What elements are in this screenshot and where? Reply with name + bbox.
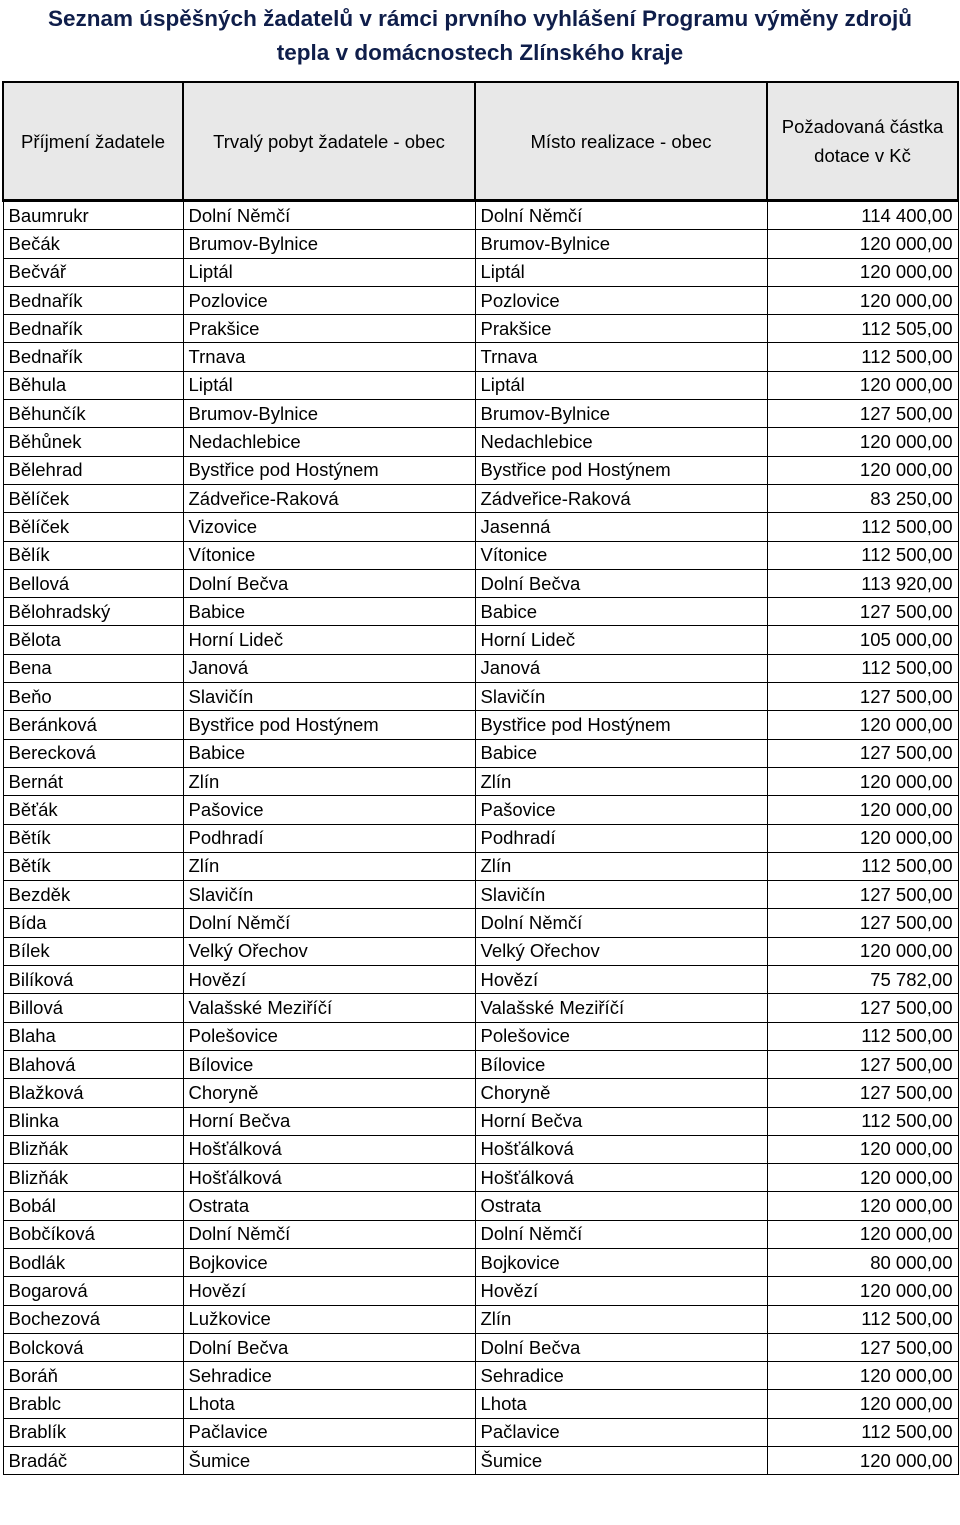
table-row (3, 286, 958, 314)
cell-surname: Bělík (3, 541, 183, 569)
cell-realization-place: Janová (475, 654, 767, 682)
cell-realization-place: Ostrata (475, 1192, 767, 1220)
cell-residence: Dolní Bečva (183, 1333, 475, 1361)
cell-surname: Bělíček (3, 484, 183, 512)
cell-amount: 112 500,00 (767, 1418, 958, 1446)
cell-residence: Brumov-Bylnice (183, 400, 475, 428)
cell-realization-place: Dolní Bečva (475, 1333, 767, 1361)
cell-surname: Bělota (3, 626, 183, 654)
cell-amount: 127 500,00 (767, 881, 958, 909)
cell-surname: Billová (3, 994, 183, 1022)
cell-residence: Brumov-Bylnice (183, 230, 475, 258)
cell-amount: 127 500,00 (767, 1079, 958, 1107)
cell-residence: Babice (183, 598, 475, 626)
cell-surname: Blaha (3, 1022, 183, 1050)
cell-realization-place: Zlín (475, 852, 767, 880)
table-row (3, 1107, 958, 1135)
cell-surname: Bodlák (3, 1248, 183, 1276)
header-surname: Příjmení žadatele (3, 82, 183, 201)
cell-surname: Bětík (3, 824, 183, 852)
cell-amount: 120 000,00 (767, 1390, 958, 1418)
cell-surname: Bída (3, 909, 183, 937)
cell-residence: Bílovice (183, 1050, 475, 1078)
cell-amount: 120 000,00 (767, 1135, 958, 1163)
cell-amount: 127 500,00 (767, 683, 958, 711)
cell-surname: Bilíková (3, 966, 183, 994)
table-row (3, 1135, 958, 1163)
cell-residence: Horní Bečva (183, 1107, 475, 1135)
cell-realization-place: Bílovice (475, 1050, 767, 1078)
table-row (3, 739, 958, 767)
cell-surname: Baumrukr (3, 201, 183, 230)
cell-residence: Hošťálková (183, 1135, 475, 1163)
applicants-table (2, 81, 959, 1475)
table-row (3, 881, 958, 909)
cell-realization-place: Bystřice pod Hostýnem (475, 456, 767, 484)
table-row (3, 371, 958, 399)
cell-surname: Bellová (3, 569, 183, 597)
title-line-2: tepla v domácnostech Zlínského kraje (276, 40, 684, 65)
cell-surname: Bobál (3, 1192, 183, 1220)
cell-amount: 120 000,00 (767, 286, 958, 314)
table-row (3, 711, 958, 739)
table-row (3, 994, 958, 1022)
cell-realization-place: Polešovice (475, 1022, 767, 1050)
table-row (3, 1248, 958, 1276)
cell-amount: 112 500,00 (767, 852, 958, 880)
table-row (3, 683, 958, 711)
table-row (3, 201, 958, 230)
table-row (3, 852, 958, 880)
cell-residence: Bystřice pod Hostýnem (183, 711, 475, 739)
cell-amount: 127 500,00 (767, 400, 958, 428)
cell-surname: Blažková (3, 1079, 183, 1107)
cell-amount: 112 505,00 (767, 315, 958, 343)
cell-realization-place: Liptál (475, 371, 767, 399)
cell-residence: Pašovice (183, 796, 475, 824)
cell-amount: 112 500,00 (767, 513, 958, 541)
cell-amount: 112 500,00 (767, 343, 958, 371)
cell-surname: Bochezová (3, 1305, 183, 1333)
cell-residence: Trnava (183, 343, 475, 371)
cell-realization-place: Velký Ořechov (475, 937, 767, 965)
cell-surname: Bezděk (3, 881, 183, 909)
cell-surname: Bělíček (3, 513, 183, 541)
cell-realization-place: Hovězí (475, 966, 767, 994)
cell-residence: Sehradice (183, 1362, 475, 1390)
cell-surname: Blizňák (3, 1164, 183, 1192)
cell-realization-place: Zlín (475, 767, 767, 795)
table-row (3, 598, 958, 626)
cell-residence: Janová (183, 654, 475, 682)
cell-amount: 112 500,00 (767, 1022, 958, 1050)
cell-amount: 120 000,00 (767, 824, 958, 852)
cell-realization-place: Sehradice (475, 1362, 767, 1390)
cell-realization-place: Brumov-Bylnice (475, 230, 767, 258)
table-row (3, 1050, 958, 1078)
cell-residence: Choryně (183, 1079, 475, 1107)
cell-amount: 120 000,00 (767, 796, 958, 824)
cell-realization-place: Slavičín (475, 683, 767, 711)
table-row (3, 1333, 958, 1361)
table-row (3, 1220, 958, 1248)
cell-amount: 127 500,00 (767, 739, 958, 767)
cell-residence: Podhradí (183, 824, 475, 852)
cell-residence: Dolní Němčí (183, 909, 475, 937)
table-row (3, 626, 958, 654)
cell-surname: Bernát (3, 767, 183, 795)
cell-realization-place: Hošťálková (475, 1135, 767, 1163)
cell-realization-place: Podhradí (475, 824, 767, 852)
cell-surname: Bogarová (3, 1277, 183, 1305)
cell-residence: Polešovice (183, 1022, 475, 1050)
cell-residence: Bystřice pod Hostýnem (183, 456, 475, 484)
cell-realization-place: Dolní Němčí (475, 201, 767, 230)
table-row (3, 315, 958, 343)
cell-residence: Liptál (183, 371, 475, 399)
cell-amount: 120 000,00 (767, 1277, 958, 1305)
cell-surname: Bílek (3, 937, 183, 965)
cell-realization-place: Lhota (475, 1390, 767, 1418)
cell-residence: Vizovice (183, 513, 475, 541)
table-row (3, 824, 958, 852)
cell-realization-place: Valašské Meziříčí (475, 994, 767, 1022)
table-row (3, 1362, 958, 1390)
table-row (3, 1079, 958, 1107)
cell-residence: Prakšice (183, 315, 475, 343)
cell-surname: Běťák (3, 796, 183, 824)
cell-surname: Blinka (3, 1107, 183, 1135)
cell-amount: 75 782,00 (767, 966, 958, 994)
cell-amount: 120 000,00 (767, 711, 958, 739)
cell-surname: Beránková (3, 711, 183, 739)
cell-realization-place: Horní Lideč (475, 626, 767, 654)
cell-surname: Berecková (3, 739, 183, 767)
cell-amount: 120 000,00 (767, 1192, 958, 1220)
cell-surname: Beňo (3, 683, 183, 711)
cell-amount: 127 500,00 (767, 598, 958, 626)
cell-amount: 112 500,00 (767, 1305, 958, 1333)
cell-residence: Vítonice (183, 541, 475, 569)
header-realization-place: Místo realizace - obec (475, 82, 767, 201)
cell-realization-place: Babice (475, 739, 767, 767)
cell-amount: 113 920,00 (767, 569, 958, 597)
cell-amount: 83 250,00 (767, 484, 958, 512)
cell-surname: Bednařík (3, 286, 183, 314)
table-row (3, 541, 958, 569)
title-line-1: Seznam úspěšných žadatelů v rámci prvního vyhlášení Programu výměny zdrojů (47, 6, 913, 31)
cell-realization-place: Bystřice pod Hostýnem (475, 711, 767, 739)
cell-realization-place: Dolní Němčí (475, 909, 767, 937)
cell-realization-place: Brumov-Bylnice (475, 400, 767, 428)
cell-realization-place: Zlín (475, 1305, 767, 1333)
table-row (3, 1277, 958, 1305)
table-row (3, 1164, 958, 1192)
cell-realization-place: Prakšice (475, 315, 767, 343)
cell-realization-place: Horní Bečva (475, 1107, 767, 1135)
cell-surname: Bena (3, 654, 183, 682)
cell-residence: Velký Ořechov (183, 937, 475, 965)
table-row (3, 484, 958, 512)
cell-realization-place: Slavičín (475, 881, 767, 909)
cell-realization-place: Pašovice (475, 796, 767, 824)
cell-residence: Zlín (183, 767, 475, 795)
cell-surname: Brablc (3, 1390, 183, 1418)
table-row (3, 258, 958, 286)
cell-surname: Bednařík (3, 315, 183, 343)
table-row (3, 966, 958, 994)
cell-realization-place: Zádveřice-Raková (475, 484, 767, 512)
cell-residence: Pačlavice (183, 1418, 475, 1446)
table-row (3, 343, 958, 371)
cell-residence: Liptál (183, 258, 475, 286)
cell-residence: Lhota (183, 1390, 475, 1418)
table-row (3, 909, 958, 937)
cell-realization-place: Choryně (475, 1079, 767, 1107)
table-row (3, 513, 958, 541)
cell-amount: 105 000,00 (767, 626, 958, 654)
table-row (3, 1192, 958, 1220)
cell-amount: 112 500,00 (767, 654, 958, 682)
cell-amount: 80 000,00 (767, 1248, 958, 1276)
cell-surname: Běhunčík (3, 400, 183, 428)
table-row (3, 654, 958, 682)
cell-realization-place: Nedachlebice (475, 428, 767, 456)
cell-residence: Slavičín (183, 683, 475, 711)
cell-realization-place: Hošťálková (475, 1164, 767, 1192)
cell-residence: Dolní Bečva (183, 569, 475, 597)
cell-realization-place: Vítonice (475, 541, 767, 569)
cell-residence: Hovězí (183, 966, 475, 994)
cell-realization-place: Bojkovice (475, 1248, 767, 1276)
cell-amount: 127 500,00 (767, 994, 958, 1022)
cell-surname: Bětík (3, 852, 183, 880)
cell-residence: Ostrata (183, 1192, 475, 1220)
cell-residence: Zlín (183, 852, 475, 880)
cell-surname: Blahová (3, 1050, 183, 1078)
table-row (3, 230, 958, 258)
cell-amount: 112 500,00 (767, 1107, 958, 1135)
cell-residence: Nedachlebice (183, 428, 475, 456)
cell-realization-place: Trnava (475, 343, 767, 371)
cell-residence: Zádveřice-Raková (183, 484, 475, 512)
cell-realization-place: Dolní Němčí (475, 1220, 767, 1248)
cell-surname: Bělohradský (3, 598, 183, 626)
cell-amount: 120 000,00 (767, 937, 958, 965)
table-body (3, 201, 958, 1475)
table-row (3, 796, 958, 824)
cell-amount: 120 000,00 (767, 371, 958, 399)
cell-residence: Bojkovice (183, 1248, 475, 1276)
cell-residence: Šumice (183, 1447, 475, 1475)
table-row (3, 1305, 958, 1333)
cell-amount: 120 000,00 (767, 428, 958, 456)
cell-amount: 120 000,00 (767, 1164, 958, 1192)
cell-realization-place: Pačlavice (475, 1418, 767, 1446)
cell-realization-place: Babice (475, 598, 767, 626)
header-residence: Trvalý pobyt žadatele - obec (183, 82, 475, 201)
cell-amount: 120 000,00 (767, 1447, 958, 1475)
cell-realization-place: Dolní Bečva (475, 569, 767, 597)
cell-surname: Boráň (3, 1362, 183, 1390)
cell-amount: 114 400,00 (767, 201, 958, 230)
cell-amount: 112 500,00 (767, 541, 958, 569)
cell-surname: Běhula (3, 371, 183, 399)
cell-amount: 127 500,00 (767, 1333, 958, 1361)
cell-surname: Bobčíková (3, 1220, 183, 1248)
cell-amount: 120 000,00 (767, 456, 958, 484)
header-requested-amount: Požadovaná částka dotace v Kč (767, 82, 958, 201)
table-header-row (3, 82, 958, 201)
cell-surname: Blizňák (3, 1135, 183, 1163)
cell-residence: Hovězí (183, 1277, 475, 1305)
cell-residence: Pozlovice (183, 286, 475, 314)
cell-amount: 120 000,00 (767, 1220, 958, 1248)
cell-amount: 120 000,00 (767, 258, 958, 286)
cell-residence: Dolní Němčí (183, 1220, 475, 1248)
cell-residence: Slavičín (183, 881, 475, 909)
table-row (3, 428, 958, 456)
cell-surname: Bradáč (3, 1447, 183, 1475)
cell-realization-place: Jasenná (475, 513, 767, 541)
table-row (3, 456, 958, 484)
table-row (3, 1022, 958, 1050)
cell-realization-place: Pozlovice (475, 286, 767, 314)
table-row (3, 569, 958, 597)
cell-residence: Horní Lideč (183, 626, 475, 654)
table-row (3, 1447, 958, 1475)
cell-residence: Dolní Němčí (183, 201, 475, 230)
cell-surname: Bělehrad (3, 456, 183, 484)
cell-realization-place: Hovězí (475, 1277, 767, 1305)
cell-residence: Valašské Meziříčí (183, 994, 475, 1022)
table-row (3, 1390, 958, 1418)
cell-amount: 120 000,00 (767, 767, 958, 795)
cell-surname: Běhůnek (3, 428, 183, 456)
cell-realization-place: Šumice (475, 1447, 767, 1475)
cell-surname: Bečvář (3, 258, 183, 286)
table-row (3, 1418, 958, 1446)
cell-residence: Babice (183, 739, 475, 767)
cell-surname: Bednařík (3, 343, 183, 371)
cell-amount: 127 500,00 (767, 909, 958, 937)
cell-surname: Brablík (3, 1418, 183, 1446)
cell-realization-place: Liptál (475, 258, 767, 286)
cell-residence: Lužkovice (183, 1305, 475, 1333)
table-row (3, 767, 958, 795)
table-row (3, 400, 958, 428)
document-title (0, 0, 960, 78)
cell-surname: Bečák (3, 230, 183, 258)
cell-surname: Bolcková (3, 1333, 183, 1361)
cell-amount: 120 000,00 (767, 1362, 958, 1390)
cell-amount: 120 000,00 (767, 230, 958, 258)
cell-amount: 127 500,00 (767, 1050, 958, 1078)
table-row (3, 937, 958, 965)
cell-residence: Hošťálková (183, 1164, 475, 1192)
